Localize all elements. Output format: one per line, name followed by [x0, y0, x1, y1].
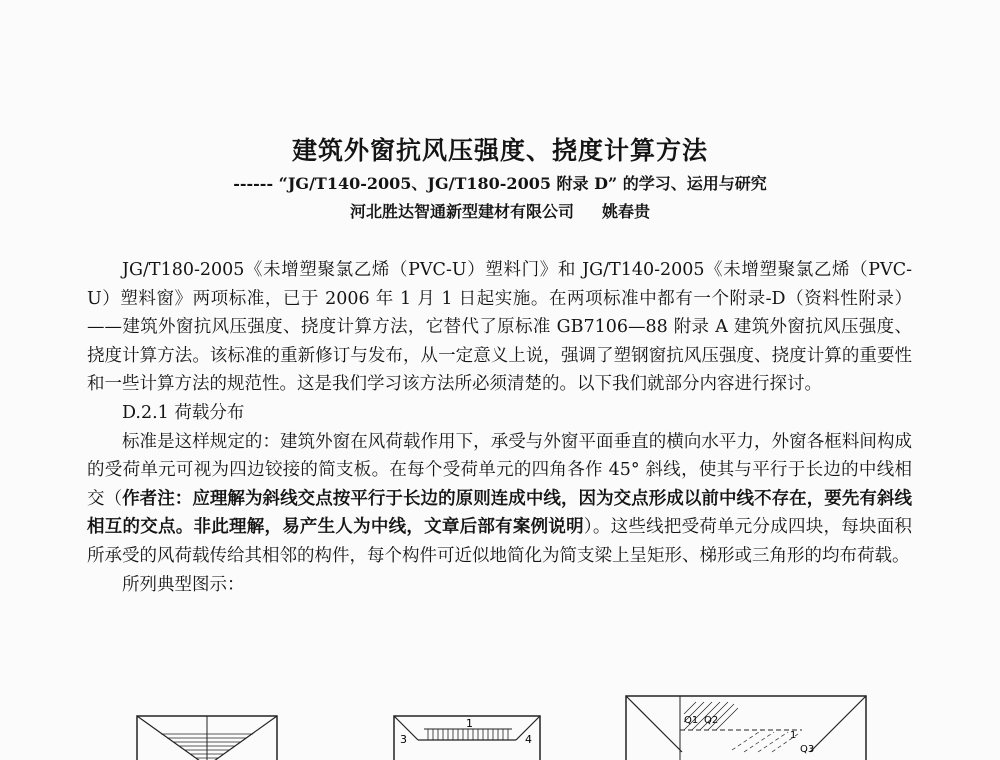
figure-triangular-load — [133, 690, 283, 760]
affiliation-line — [0, 199, 1000, 222]
dashed-hatching — [732, 730, 798, 752]
section-heading: D.2.1 荷载分布 — [122, 402, 245, 423]
figures-caption: 所列典型图示： — [122, 574, 245, 595]
label-4: 4 — [525, 733, 532, 746]
diagonal-line — [626, 696, 682, 752]
article-body — [87, 256, 912, 599]
hatching — [428, 729, 508, 740]
paragraph-text-end: ）。这些线把受荷单元分成四块，每块面积所承受的风荷载传给其相邻的构件，每个构件可近似地简化为简支梁上呈矩形、梯形或三角形的均布荷载。 — [87, 517, 913, 566]
author-note: 作者注：应理解为斜线交点按平行于长边的原则连成中线，因为交点形成以前中线不存在，要先有斜线相互的交点。非此理解，易产生人为中线，文章后部有案例说明 — [87, 488, 912, 538]
figure-row — [0, 690, 1000, 760]
label-3: 3 — [400, 733, 407, 746]
load-distribution-paragraph — [87, 428, 912, 571]
label-1: 1 — [790, 730, 797, 741]
intro-paragraph: JG/T180-2005《未增塑聚氯乙烯（PVC-U）塑料门》和 JG/T140-2005《未增塑聚氯乙烯（PVC-U）塑料窗》两项标准，已于 2006 年 1 月 1 日起实施。在两项标准中都有一个附录-D（资料性附录）——建筑外窗抗风压强度、挠度计算方法，它替代了原标准 GB7106—88 附录 A 建筑外窗抗风压强度、挠度计算方法。该标准的重新修订与发布，从一定意义上说，强调了塑钢窗抗风压强度、挠度计算的重要性和一些计算方法的规范性。这是我们学习该方法所必须清楚的。以下我们就部分内容进行探讨。 — [87, 260, 912, 395]
label-q1: Q1 — [684, 715, 699, 726]
subtitle: ------ “JG/T140-2005、JG/T180-2005 附录 D” 的学习、运用与研究 — [233, 174, 767, 193]
figure-panel-load — [622, 690, 872, 760]
label-1: 1 — [466, 717, 473, 730]
diagonal-line — [810, 696, 866, 752]
figure-trapezoid-load — [388, 690, 548, 760]
author: 姚春贵 — [602, 202, 651, 221]
page-title: 建筑外窗抗风压强度、挠度计算方法 — [291, 136, 708, 165]
label-q3: Q3 — [800, 744, 815, 755]
organization: 河北胜达智通新型建材有限公司 — [349, 202, 574, 221]
label-q2: Q2 — [704, 715, 719, 726]
paragraph-text: 标准是这样规定的：建筑外窗在风荷载作用下，承受与外窗平面垂直的横向水平力，外窗各框料间构成的受荷单元可视为四边铰接的简支板。在每个受荷单元的四角各作 45° 斜线，使其与平行于长边的中线相交（ — [87, 431, 912, 509]
